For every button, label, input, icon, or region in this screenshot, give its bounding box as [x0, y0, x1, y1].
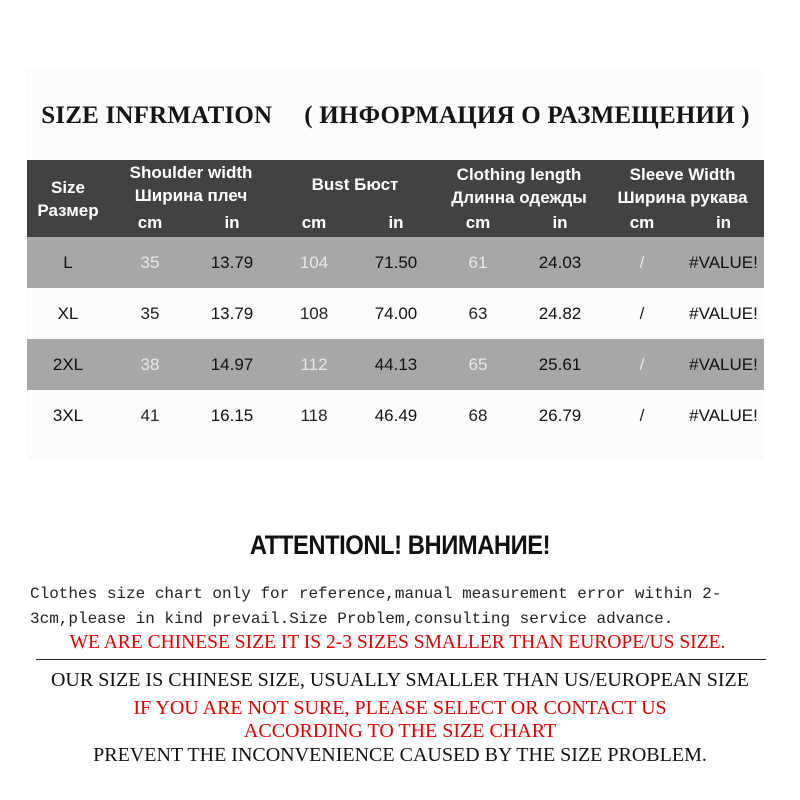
cell-bust-in: 46.49 [374, 406, 418, 425]
divider [36, 659, 766, 660]
cell-sleeve-cm: / [639, 406, 645, 425]
reference-note-line-1: Clothes size chart only for reference,manual measurement error within 2- [30, 585, 722, 603]
header-length-cm: cm [465, 213, 491, 232]
cell-size: L [63, 253, 73, 272]
cell-length-cm: 65 [468, 355, 488, 374]
header-shoulder-in: in [224, 213, 240, 232]
table-row-3xl [27, 390, 764, 441]
header-size [27, 176, 109, 222]
header-bust-in: in [388, 213, 404, 232]
cell-shoulder-in: 14.97 [210, 355, 254, 374]
cell-shoulder-cm: 35 [140, 304, 160, 323]
table-header [27, 160, 764, 237]
cell-sleeve-cm: / [639, 304, 645, 323]
header-length [437, 163, 601, 209]
cell-length-cm: 61 [468, 253, 488, 272]
cell-shoulder-cm: 38 [140, 355, 160, 374]
table-row-2xl [27, 339, 764, 390]
header-bust-label: Bust Бюст [311, 175, 399, 194]
reference-note-line-2: 3cm,please in kind prevail.Size Problem,consulting service advance. [30, 610, 674, 628]
cell-bust-cm: 104 [299, 253, 329, 272]
cell-shoulder-cm: 41 [140, 406, 160, 425]
cell-shoulder-in: 13.79 [210, 304, 254, 323]
cell-length-in: 24.03 [538, 253, 582, 272]
cell-sleeve-in: #VALUE! [689, 304, 758, 323]
cell-length-cm: 63 [468, 304, 488, 323]
header-shoulder-ru: Ширина плеч [134, 186, 248, 205]
cell-bust-in: 71.50 [374, 253, 418, 272]
our-size-notice: OUR SIZE IS CHINESE SIZE, USUALLY SMALLER THAN US/EUROPEAN SIZE [50, 669, 749, 691]
reference-note [30, 582, 765, 632]
header-shoulder-en: Shoulder width [129, 163, 253, 182]
header-length-en: Clothing length [456, 165, 582, 184]
header-size-ru: Размер [37, 201, 99, 220]
cell-size: 3XL [52, 406, 84, 425]
cell-size: XL [57, 304, 79, 323]
header-sleeve [601, 163, 764, 209]
cell-sleeve-in: #VALUE! [689, 355, 758, 374]
cell-length-in: 26.79 [538, 406, 582, 425]
cell-bust-in: 44.13 [374, 355, 418, 374]
cell-bust-cm: 118 [300, 406, 328, 425]
cell-length-cm: 68 [468, 406, 488, 425]
cell-bust-in: 74.00 [374, 304, 418, 323]
cell-shoulder-in: 16.15 [210, 406, 254, 425]
prevent-notice: PREVENT THE INCONVENIENCE CAUSED BY THE SIZE PROBLEM. [93, 744, 707, 766]
cell-bust-cm: 112 [300, 355, 328, 374]
header-length-ru: Длинна одежды [451, 188, 587, 207]
header-shoulder [109, 161, 273, 207]
title-russian: ( ИНФОРМАЦИЯ О РАЗМЕЩЕНИИ ) [304, 102, 750, 129]
cell-shoulder-in: 13.79 [210, 253, 254, 272]
header-sleeve-en: Sleeve Width [629, 165, 736, 184]
cell-sleeve-in: #VALUE! [689, 406, 758, 425]
size-table [27, 160, 764, 441]
header-bust [273, 173, 437, 196]
table-row-l [27, 237, 764, 288]
cell-sleeve-in: #VALUE! [689, 253, 758, 272]
cell-sleeve-cm: / [639, 355, 645, 374]
header-shoulder-cm: cm [137, 213, 163, 232]
title-english: SIZE INFRMATION [41, 102, 273, 129]
chinese-size-warning: WE ARE CHINESE SIZE IT IS 2-3 SIZES SMALLER THAN EUROPE/US SIZE. [69, 632, 726, 653]
cell-length-in: 25.61 [538, 355, 582, 374]
attention-heading: ATTENTIONL! ВНИМАНИЕ! [249, 530, 551, 560]
not-sure-line-1: IF YOU ARE NOT SURE, PLEASE SELECT OR CONTACT US [133, 697, 667, 719]
cell-length-in: 24.82 [538, 304, 582, 323]
not-sure-line-2: ACCORDING TO THE SIZE CHART [243, 720, 557, 742]
header-length-in: in [552, 213, 568, 232]
header-sleeve-ru: Ширина рукава [617, 188, 748, 207]
cell-sleeve-cm: / [639, 253, 645, 272]
header-sleeve-in: in [715, 213, 732, 232]
page-title [27, 96, 764, 136]
cell-size: 2XL [52, 355, 84, 374]
table-row-xl [27, 288, 764, 339]
header-size-en: Size [50, 178, 86, 197]
cell-bust-cm: 108 [299, 304, 329, 323]
header-bust-cm: cm [301, 213, 327, 232]
cell-shoulder-cm: 35 [140, 253, 160, 272]
header-sleeve-cm: cm [629, 213, 655, 232]
